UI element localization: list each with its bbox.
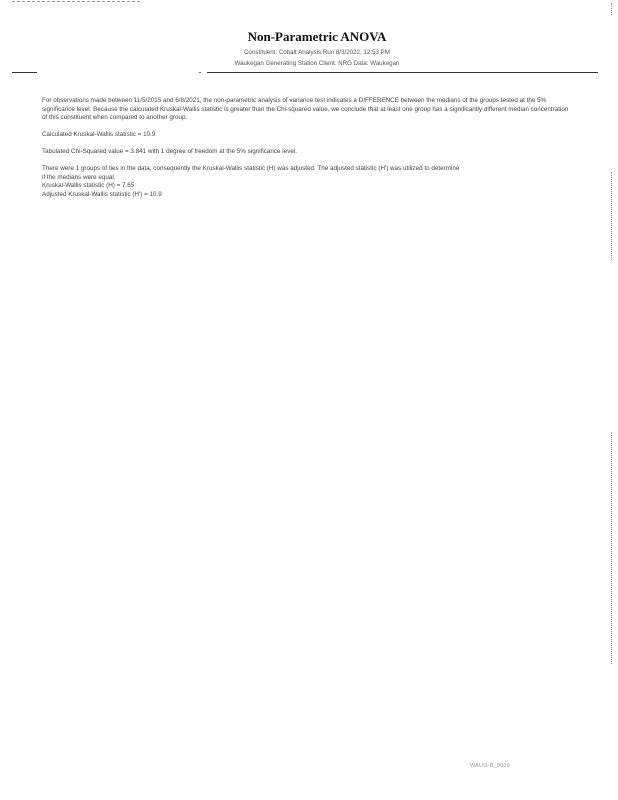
header-rule-dot: [199, 72, 201, 73]
header-rule-right: [207, 72, 598, 73]
header-rule-left: [12, 72, 37, 73]
adjusted-kruskal-wallis-statistic: Adjusted Kruskal-Wallis statistic (H') = 10.9: [42, 190, 162, 198]
calculated-statistic: Calculated Kruskal-Wallis statistic = 10.9: [42, 131, 156, 138]
kruskal-wallis-statistic: Kruskal-Wallis statistic (H) = 7.65: [42, 182, 135, 189]
tabulated-chi-squared: Tabulated Chi-Squared value = 3.841 with 1 degree of freedom at the 5% significance level.: [42, 148, 298, 155]
scan-edge-artifact: [611, 3, 612, 15]
conclusion-paragraph: For observations made between 11/5/2015 and 6/8/2021, the non-parametric analysis of variance test indicates a DIFFERENCE between the medians of the groups tested at the 5% significance level. Because the calculated Kruskal-Wallis statistic is greater than the Chi-squared value, we conclude that at least one group has a significantly different median concentration of this constituent when compared to another group.: [42, 97, 569, 121]
ties-note: There were 1 groups of ties in the data, consequently the Kruskal-Wallis statistic (H) was adjusted. The adjusted statistic (H') was utilized to determine: [42, 165, 460, 172]
report-subtitle-site: Waukegan Generating Station Client: NRG Data: Waukegan: [234, 60, 400, 67]
page-title: Non-Parametric ANOVA: [247, 29, 387, 44]
ties-note-continued: if the medians were equal.: [42, 173, 116, 181]
scan-artifact-top: [12, 1, 140, 2]
scan-edge-artifact: [611, 432, 612, 664]
report-body: [42, 97, 570, 199]
document-id-code: WAUG-B_0009: [470, 763, 510, 769]
report-subtitle-analysis: Constituent: Cobalt Analysis Run 8/3/2022, 12:53 PM: [244, 49, 390, 56]
scan-edge-artifact: [611, 172, 612, 260]
